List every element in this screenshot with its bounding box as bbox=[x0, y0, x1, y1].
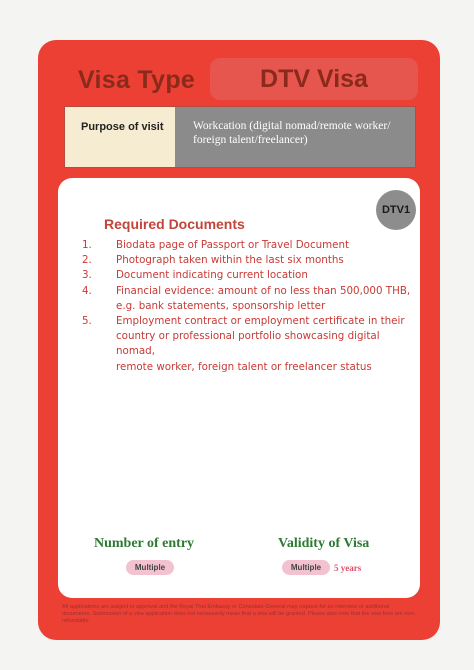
list-item-text: country or professional portfolio showcasing digital nomad, bbox=[116, 330, 380, 358]
list-item bbox=[82, 314, 412, 375]
required-documents-list bbox=[82, 238, 412, 375]
visa-name: DTV Visa bbox=[260, 64, 368, 93]
purpose-value-line-2: foreign talent/freelancer) bbox=[193, 134, 308, 146]
list-item-number: 5. bbox=[82, 315, 92, 328]
list-item-text: e.g. bank statements, sponsorship letter bbox=[116, 299, 326, 312]
list-item bbox=[82, 284, 412, 314]
list-item-text: Financial evidence: amount of no less than 500,000 THB, bbox=[116, 284, 411, 297]
purpose-value-line-1: Workcation (digital nomad/remote worker/ bbox=[193, 120, 391, 132]
list-item-text: Document indicating current location bbox=[116, 269, 308, 282]
visa-type-label: Visa Type bbox=[78, 66, 196, 94]
required-documents-title: Required Documents bbox=[104, 216, 245, 232]
list-item-text: Employment contract or employment certificate in their bbox=[116, 315, 405, 328]
list-item-number: 3. bbox=[82, 269, 92, 282]
purpose-value bbox=[175, 107, 415, 167]
requirements-panel bbox=[58, 178, 420, 598]
validity-entry-pill: Multiple bbox=[282, 560, 330, 575]
list-item-text: Photograph taken within the last six months bbox=[116, 254, 344, 267]
validity-of-visa-label: Validity of Visa bbox=[278, 536, 370, 551]
disclaimer-text: All applications are subject to approval and the Royal Thai Embassy or Consulate-General may request for an interview or additional documents. Submission of a visa application does not necessarily mean that a visa will be granted. Please also note that the visa fees are non-refundable. bbox=[62, 604, 416, 624]
list-item-number: 2. bbox=[82, 254, 92, 267]
list-item-text: Biodata page of Passport or Travel Document bbox=[116, 239, 350, 251]
list-item bbox=[82, 253, 412, 268]
dtv-badge: DTV1 bbox=[376, 190, 416, 230]
visa-card bbox=[38, 40, 440, 640]
list-item-text: remote worker, foreign talent or freelancer status bbox=[116, 360, 372, 373]
purpose-row bbox=[64, 106, 416, 168]
list-item-number: 1. bbox=[82, 239, 92, 251]
list-item-number: 4. bbox=[82, 284, 92, 297]
list-item bbox=[82, 238, 412, 253]
entry-value-pill: Multiple bbox=[126, 560, 174, 575]
list-item bbox=[82, 268, 412, 283]
number-of-entry-label: Number of entry bbox=[94, 536, 195, 551]
visa-name-box bbox=[210, 58, 418, 100]
validity-duration: 5 years bbox=[334, 563, 362, 573]
purpose-label: Purpose of visit bbox=[65, 107, 175, 167]
